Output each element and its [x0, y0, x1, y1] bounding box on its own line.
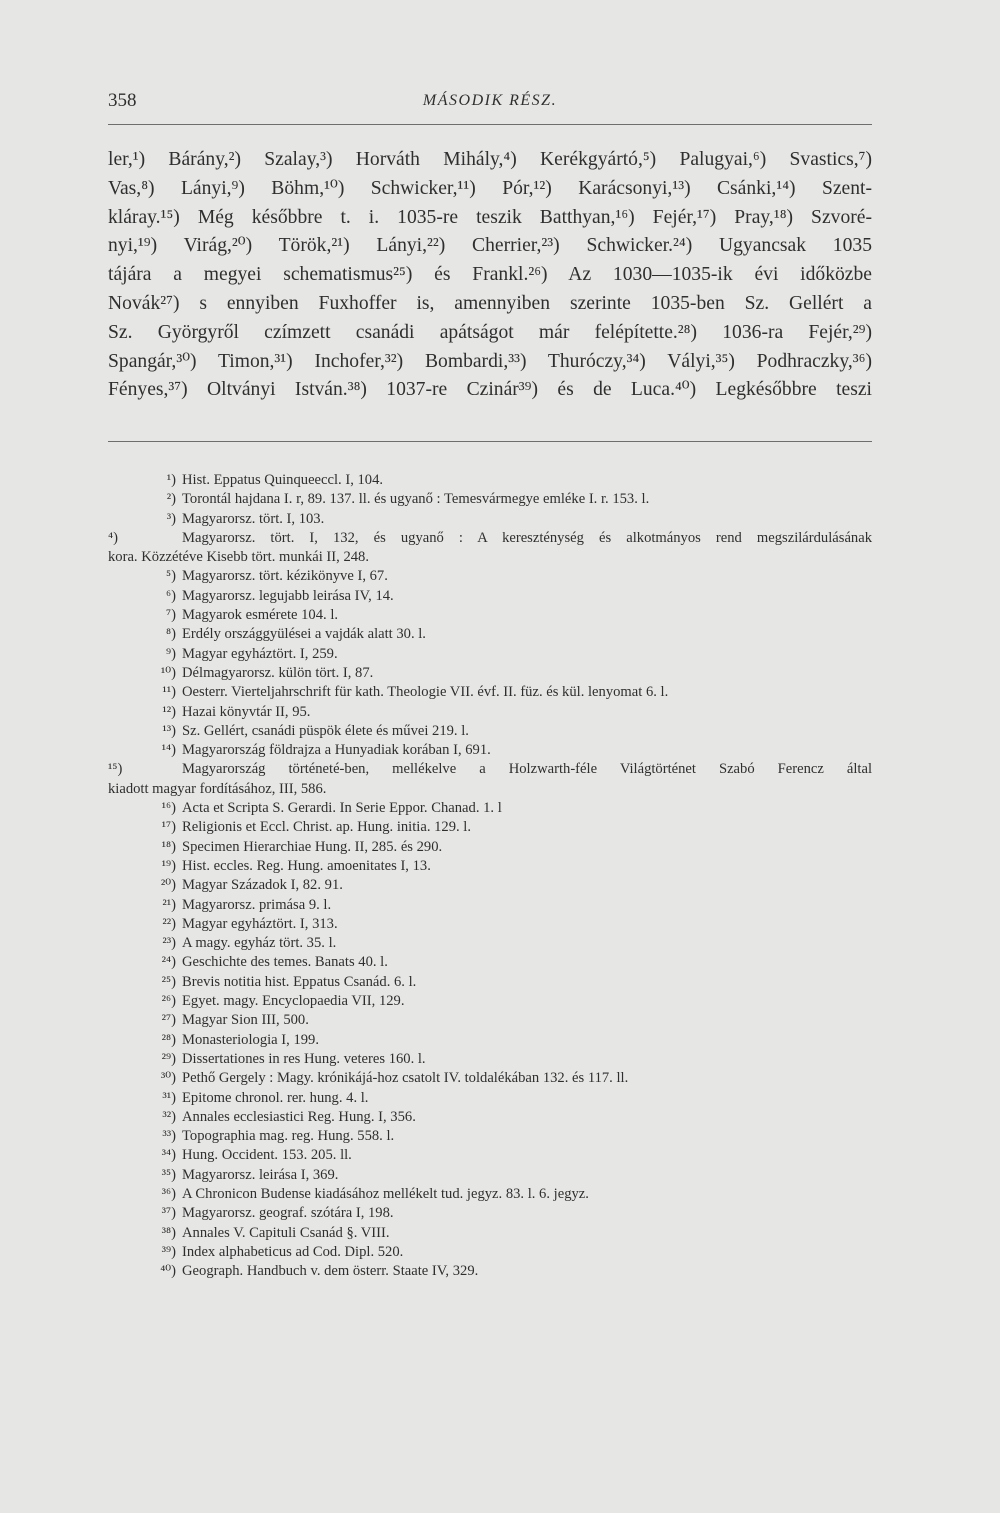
footnote — [108, 934, 872, 953]
footnote-text: Magyarorsz. legujabb leirása IV, 14. — [182, 587, 394, 604]
footnote-text: Geograph. Handbuch v. dem österr. Staate IV, 329. — [182, 1263, 479, 1280]
footnote-number: ²⁶) — [161, 993, 176, 1010]
footnote-text: Magyarok esmérete 104. l. — [182, 607, 339, 624]
footnote-number: ³⁷) — [161, 1205, 176, 1222]
footnote-text: Monasteriologia I, 199. — [182, 1031, 319, 1048]
footnote — [108, 857, 872, 876]
footnote — [108, 625, 872, 644]
footnote-text: Magyar egyháztört. I, 313. — [182, 915, 338, 932]
footnote-text: Brevis notitia hist. Eppatus Csanád. 6. l. — [182, 973, 417, 990]
main-text-line: Fényes,³⁷) Oltványi István.³⁸) 1037-re Czinár³⁹) és de Luca.⁴⁰) Legkésőbbre teszi — [108, 379, 872, 401]
footnote-number: ⁶) — [166, 587, 176, 604]
footnote-number: ³⁴) — [161, 1147, 176, 1164]
footnote-number: ²²) — [162, 915, 176, 932]
footnote — [108, 876, 872, 895]
footnote — [108, 722, 872, 741]
footnote-text: Acta et Scripta S. Gerardi. In Serie Eppor. Chanad. 1. l — [182, 800, 502, 817]
footnote-text: Magyarorsz. tört. I, 132, és ugyanő : A kereszténység és alkotmányos rend megszilárdulásának — [182, 529, 872, 546]
footnote-number: ¹⁶) — [161, 800, 176, 817]
footnote-number: ³⁰) — [160, 1070, 176, 1087]
footnote — [108, 587, 872, 606]
footnote — [108, 1089, 872, 1108]
footnote-number: ²⁵) — [161, 973, 176, 990]
footnote-text: Pethő Gergely : Magy. krónikájá-hoz csatolt IV. toldalékában 132. és 117. ll. — [182, 1070, 629, 1087]
footnote — [108, 741, 872, 760]
header-rule — [108, 124, 872, 125]
footnote-first-line — [108, 760, 872, 779]
footnote-continuation: kora. Közzétéve Kisebb tört. munkái II, 248. — [108, 549, 369, 566]
footnote-continuation: kiadott magyar fordításához, III, 586. — [108, 780, 327, 797]
footnotes — [108, 471, 872, 1281]
running-head: MÁSODIK RÉSZ. — [422, 92, 558, 109]
footnote-text: Geschichte des temes. Banats 40. l. — [182, 954, 388, 971]
footnote-text: Annales V. Capituli Csanád §. VIII. — [182, 1224, 390, 1241]
footnote — [108, 1146, 872, 1165]
footnote-text: Topographia mag. reg. Hung. 558. l. — [182, 1128, 395, 1145]
footnote-number: ²) — [166, 491, 176, 508]
footnote-number: ¹²) — [162, 703, 176, 720]
footnote — [108, 1069, 872, 1088]
footnote — [108, 664, 872, 683]
footnote-number: ¹⁸) — [161, 838, 176, 855]
footnote-number: ¹⁵) — [108, 761, 123, 778]
footnote-text: Religionis et Eccl. Christ. ap. Hung. initia. 129. l. — [182, 819, 472, 836]
footnote-text: A Chronicon Budense kiadásához mellékelt tud. jegyz. 83. l. 6. jegyz. — [182, 1185, 589, 1202]
footnote — [108, 471, 872, 490]
footnote — [108, 1243, 872, 1262]
footnote-text: Erdély országgyülései a vajdák alatt 30. l. — [182, 626, 426, 643]
footnote-number: ⁹) — [166, 645, 176, 662]
footnote — [108, 683, 872, 702]
footnote-number: ³²) — [162, 1108, 176, 1125]
footnote — [108, 818, 872, 837]
footnote-text: Hazai könyvtár II, 95. — [182, 703, 311, 720]
footnote-number: ¹⁴) — [161, 742, 176, 759]
footnote-number: ⁷) — [166, 607, 176, 624]
footnote — [108, 1011, 872, 1030]
footnote — [108, 645, 872, 664]
page-header — [108, 90, 872, 120]
footnote-text: A magy. egyház tört. 35. l. — [182, 935, 337, 952]
footnote — [108, 838, 872, 857]
footnote-text: Délmagyarorsz. külön tört. I, 87. — [182, 664, 374, 681]
main-text-line: ler,¹) Bárány,²) Szalay,³) Horváth Mihály,⁴) Kerékgyártó,⁵) Palugyai,⁶) Svastics,⁷) — [108, 149, 872, 170]
footnote-number: ²³) — [162, 935, 176, 952]
footnote-text: Magyarország földrajza a Hunyadiak korában I, 691. — [182, 742, 491, 759]
footnote-text: Magyar Sion III, 500. — [182, 1012, 309, 1029]
footnote-number: ⁴) — [108, 529, 118, 546]
footnote — [108, 992, 872, 1011]
footnote-text: Egyet. magy. Encyclopaedia VII, 129. — [182, 993, 405, 1010]
main-text-line: kláray.¹⁵) Még későbbre t. i. 1035-re teszik Batthyan,¹⁶) Fejér,¹⁷) Pray,¹⁸) Szvoré- — [108, 206, 872, 228]
footnote-number: ⁴⁰) — [160, 1263, 176, 1280]
footnote-text: Magyarorsz. leirása I, 369. — [182, 1166, 339, 1183]
footnote-first-line — [108, 529, 872, 548]
footnote-number: ¹³) — [162, 722, 176, 739]
footnote-number: ¹⁷) — [161, 819, 176, 836]
footnote — [108, 1185, 872, 1204]
footnote-text: Magyarorsz. primása 9. l. — [182, 896, 332, 913]
footnote — [108, 490, 872, 509]
footnote-text: Hist. Eppatus Quinqueeccl. I, 104. — [182, 472, 384, 488]
footnote — [108, 529, 872, 568]
footnote-number: ³¹) — [162, 1089, 176, 1106]
footnote-number: ³⁵) — [161, 1166, 176, 1183]
footnote-number: ²⁴) — [161, 954, 176, 971]
main-text-line: Novák²⁷) s ennyiben Fuxhoffer is, amennyiben szerinte 1035-ben Sz. Gellért a — [108, 292, 872, 314]
footnote-text: Oesterr. Vierteljahrschrift für kath. Theologie VII. évf. II. füz. és kül. lenyomat 6. l. — [182, 684, 669, 701]
footnote-text: Magyarorsz. tört. I, 103. — [182, 510, 325, 527]
footnote-text: Specimen Hierarchiae Hung. II, 285. és 290. — [182, 838, 443, 855]
footnote-number: ³⁸) — [161, 1224, 176, 1241]
footnote — [108, 703, 872, 722]
footnote-number: ³⁶) — [161, 1185, 176, 1202]
footnote-number: ³) — [166, 510, 176, 527]
footnote-text: Magyarország történeté-ben, mellékelve a Holzwarth-féle Világtörténet Szabó Ferencz által — [182, 761, 872, 778]
footnote-text: Epitome chronol. rer. hung. 4. l. — [182, 1089, 369, 1106]
footnote-number: ²⁸) — [161, 1031, 176, 1048]
main-text-line: Spangár,³⁰) Timon,³¹) Inchofer,³²) Bombardi,³³) Thuróczy,³⁴) Vályi,³⁵) Podhraczky,³⁶) — [108, 350, 872, 372]
footnote — [108, 760, 872, 799]
page-number: 358 — [108, 90, 137, 111]
footnote — [108, 510, 872, 529]
footnote — [108, 896, 872, 915]
footnote — [108, 1031, 872, 1050]
footnote — [108, 567, 872, 586]
footnote-text: Torontál hajdana I. r, 89. 137. ll. és ugyanő : Temesvármegye emléke I. r. 153. l. — [182, 491, 650, 508]
main-text-line: Vas,⁸) Lányi,⁹) Böhm,¹⁰) Schwicker,¹¹) Pór,¹²) Karácsonyi,¹³) Csánki,¹⁴) Szent- — [108, 177, 872, 199]
footnote-rule — [108, 441, 872, 442]
main-text-line: nyi,¹⁹) Virág,²⁰) Török,²¹) Lányi,²²) Cherrier,²³) Schwicker.²⁴) Ugyancsak 1035 — [108, 235, 872, 257]
footnote-text: Magyarorsz. geograf. szótára I, 198. — [182, 1205, 394, 1222]
footnote-number: ³³) — [162, 1128, 176, 1145]
footnote-text: Magyar Századok I, 82. 91. — [182, 877, 343, 894]
footnote — [108, 1127, 872, 1146]
footnote — [108, 1224, 872, 1243]
footnote-number: ²⁷) — [161, 1012, 176, 1029]
footnote-number: ²¹) — [162, 896, 176, 913]
footnote-number: ²⁹) — [161, 1050, 176, 1067]
footnote-text: Hist. eccles. Reg. Hung. amoenitates I, 13. — [182, 857, 431, 874]
footnote-text: Annales ecclesiastici Reg. Hung. I, 356. — [182, 1108, 416, 1125]
main-text — [108, 146, 872, 405]
footnote-number: ³⁹) — [161, 1243, 176, 1260]
footnote — [108, 799, 872, 818]
footnote-text: Sz. Gellért, csanádi püspök élete és művei 219. l. — [182, 722, 469, 739]
footnote-text: Hung. Occident. 153. 205. ll. — [182, 1147, 352, 1164]
footnote-number: ⁵) — [166, 568, 176, 585]
footnote — [108, 973, 872, 992]
footnote — [108, 953, 872, 972]
footnote-number: ¹⁰) — [160, 664, 176, 681]
footnote-text: Index alphabeticus ad Cod. Dipl. 520. — [182, 1243, 404, 1260]
main-text-line: tájára a megyei schematismus²⁵) és Frankl.²⁶) Az 1030—1035-ik évi időközbe — [108, 264, 872, 286]
footnote-number: ²⁰) — [160, 877, 176, 894]
footnote — [108, 1262, 872, 1281]
footnote-text: Magyar egyháztört. I, 259. — [182, 645, 338, 662]
footnote-number: ¹⁹) — [161, 857, 176, 874]
footnote-number: ⁸) — [166, 626, 176, 643]
footnote-text: Dissertationes in res Hung. veteres 160. l. — [182, 1050, 426, 1067]
footnote — [108, 1050, 872, 1069]
footnote — [108, 606, 872, 625]
footnote — [108, 1108, 872, 1127]
footnote-number: ¹¹) — [162, 684, 176, 701]
main-text-line: Sz. Györgyről czímzett csanádi apátságot már felépítette.²⁸) 1036-ra Fejér,²⁹) — [108, 321, 872, 343]
footnote-number: ¹) — [166, 472, 176, 488]
footnote — [108, 915, 872, 934]
footnote — [108, 1166, 872, 1185]
footnote-text: Magyarorsz. tört. kézikönyve I, 67. — [182, 568, 388, 585]
footnote — [108, 1204, 872, 1223]
